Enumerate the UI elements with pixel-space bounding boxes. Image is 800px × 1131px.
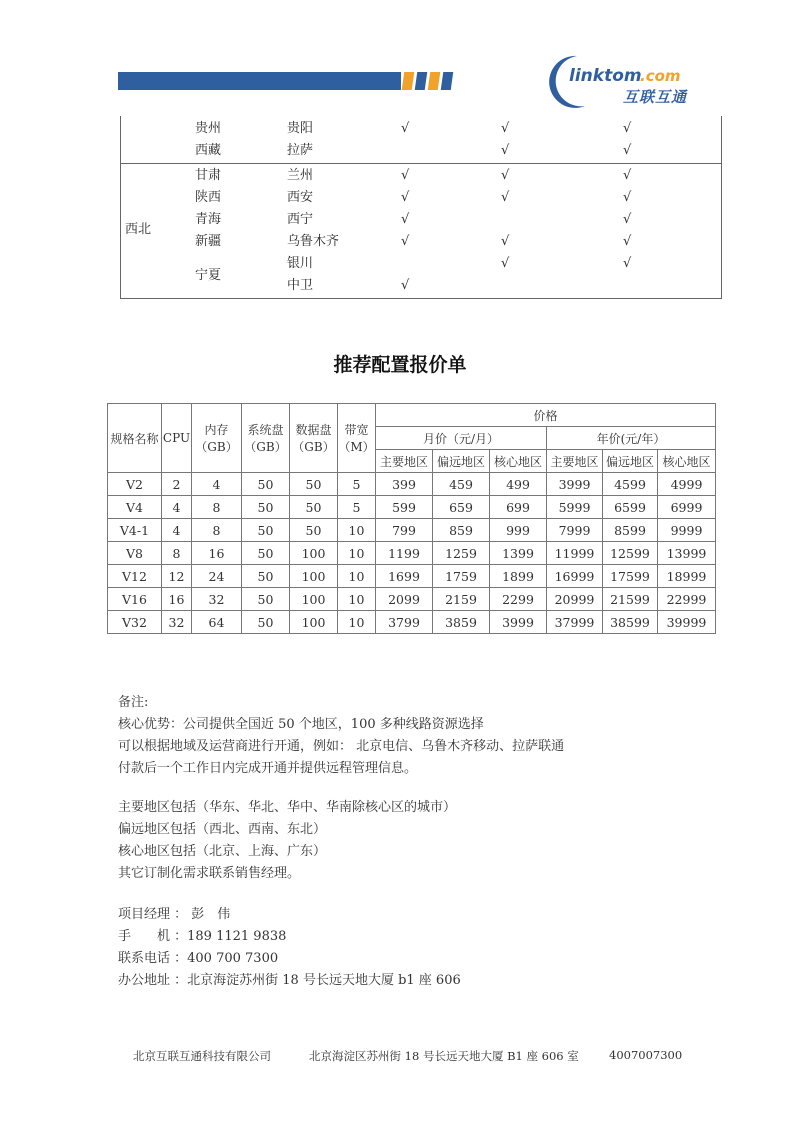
cell-bw: 5 (338, 473, 376, 496)
cell-m-core: 499 (490, 473, 547, 496)
table-row (108, 473, 716, 496)
header-system-disk (242, 404, 290, 473)
notes-line: 可以根据地域及运营商进行开通，例如： 北京电信、乌鲁木齐移动、拉萨联通 (118, 739, 565, 754)
header-yearly-core: 核心地区 (658, 450, 716, 473)
header-cpu: CPU (162, 404, 192, 473)
availability-check: √ (623, 256, 632, 271)
header-monthly-core: 核心地区 (490, 450, 547, 473)
table-row (108, 611, 716, 634)
availability-check: √ (501, 143, 510, 158)
cell-data: 100 (290, 565, 338, 588)
pricing-table (107, 403, 716, 634)
cell-m-remote: 2159 (433, 588, 490, 611)
cell-spec: V16 (108, 588, 162, 611)
availability-check: √ (501, 234, 510, 249)
footer-address: 北京海淀区苏州街 18 号长远天地大厦 B1 座 606 室 (309, 1049, 579, 1063)
availability-check: √ (623, 234, 632, 249)
cell-m-main: 599 (376, 496, 433, 519)
region-province: 新疆 (195, 234, 222, 249)
cell-y-remote: 21599 (603, 588, 658, 611)
table-row (108, 519, 716, 542)
cell-cpu: 32 (162, 611, 192, 634)
cell-y-main: 37999 (547, 611, 603, 634)
header-memory-unit: （GB） (195, 440, 238, 454)
cell-m-main: 3799 (376, 611, 433, 634)
cell-data: 50 (290, 519, 338, 542)
cell-mem: 64 (192, 611, 242, 634)
availability-check: √ (501, 190, 510, 205)
cell-mem: 8 (192, 519, 242, 542)
cell-m-remote: 659 (433, 496, 490, 519)
cell-cpu: 4 (162, 496, 192, 519)
cell-spec: V4 (108, 496, 162, 519)
region-label-northwest: 西北 (125, 222, 152, 237)
contact-manager (118, 904, 461, 926)
contact-manager-name: 彭 伟 (191, 907, 231, 922)
cell-cpu: 8 (162, 542, 192, 565)
cell-y-core: 4999 (658, 473, 716, 496)
region-city: 西安 (287, 190, 314, 205)
region-city: 乌鲁木齐 (287, 234, 340, 249)
logo-chinese: 互联互通 (623, 88, 688, 106)
availability-check: √ (401, 190, 410, 205)
cell-sys: 50 (242, 473, 290, 496)
availability-check: √ (501, 121, 510, 136)
header-yearly: 年价(元/年） (547, 427, 716, 450)
region-notes-block (118, 797, 456, 885)
contact-manager-label: 项目经理 ： (118, 907, 188, 922)
cell-data: 50 (290, 496, 338, 519)
footer-phone: 4007007300 (609, 1048, 683, 1062)
cell-spec: V2 (108, 473, 162, 496)
availability-check: √ (401, 234, 410, 249)
notes-line: 偏远地区包括（西北、西南、东北） (118, 822, 327, 837)
region-province: 贵州 (195, 121, 222, 136)
cell-cpu: 16 (162, 588, 192, 611)
cell-y-main: 3999 (547, 473, 603, 496)
cell-m-remote: 1259 (433, 542, 490, 565)
cell-bw: 10 (338, 542, 376, 565)
cell-data: 100 (290, 588, 338, 611)
availability-check: √ (623, 212, 632, 227)
cell-spec: V32 (108, 611, 162, 634)
cell-y-main: 20999 (547, 588, 603, 611)
header-block-orange (428, 72, 441, 90)
cell-y-core: 9999 (658, 519, 716, 542)
cell-m-core: 1399 (490, 542, 547, 565)
header-bandwidth-unit: （M） (338, 440, 375, 454)
header-spec: 规格名称 (108, 404, 162, 473)
contact-phone (118, 948, 461, 970)
notes-line: 核心地区包括（北京、上海、广东） (118, 844, 327, 859)
cell-m-remote: 859 (433, 519, 490, 542)
region-city: 拉萨 (287, 143, 314, 158)
availability-check: √ (401, 212, 410, 227)
header-stripe-main (118, 72, 401, 90)
cell-mem: 8 (192, 496, 242, 519)
cell-cpu: 12 (162, 565, 192, 588)
cell-y-remote: 12599 (603, 542, 658, 565)
region-city: 西宁 (287, 212, 314, 227)
cell-data: 50 (290, 473, 338, 496)
availability-check: √ (401, 278, 410, 293)
availability-check: √ (501, 168, 510, 183)
cell-m-main: 1699 (376, 565, 433, 588)
cell-y-core: 22999 (658, 588, 716, 611)
cell-y-main: 11999 (547, 542, 603, 565)
region-province: 陕西 (195, 190, 222, 205)
contact-address-label: 办公地址 ： (118, 973, 188, 988)
region-table (120, 116, 722, 299)
cell-y-main: 7999 (547, 519, 603, 542)
cell-m-core: 2299 (490, 588, 547, 611)
availability-check: √ (623, 143, 632, 158)
cell-mem: 24 (192, 565, 242, 588)
cell-y-remote: 4599 (603, 473, 658, 496)
cell-y-remote: 17599 (603, 565, 658, 588)
notes-line: 主要地区包括（华东、华北、华中、华南除核心区的城市） (118, 800, 457, 815)
footer-company: 北京互联互通科技有限公司 (133, 1049, 271, 1063)
cell-sys: 50 (242, 496, 290, 519)
cell-bw: 10 (338, 565, 376, 588)
header-memory-label: 内存 (204, 423, 229, 437)
cell-y-core: 6999 (658, 496, 716, 519)
cell-spec: V8 (108, 542, 162, 565)
contact-address (118, 970, 461, 992)
cell-y-main: 16999 (547, 565, 603, 588)
header-system-disk-label: 系统盘 (247, 423, 284, 437)
cell-y-core: 39999 (658, 611, 716, 634)
contact-phone-value: 400 700 7300 (187, 951, 279, 966)
table-row (108, 565, 716, 588)
availability-check: √ (401, 121, 410, 136)
header-bandwidth (338, 404, 376, 473)
table-row (108, 496, 716, 519)
cell-sys: 50 (242, 611, 290, 634)
region-province: 青海 (195, 212, 222, 227)
cell-cpu: 2 (162, 473, 192, 496)
header-data-disk (290, 404, 338, 473)
cell-cpu: 4 (162, 519, 192, 542)
header-bandwidth-label: 带宽 (344, 423, 369, 437)
region-province: 西藏 (195, 143, 222, 158)
cell-m-core: 699 (490, 496, 547, 519)
region-city: 贵阳 (287, 121, 314, 136)
cell-y-main: 5999 (547, 496, 603, 519)
cell-m-main: 1199 (376, 542, 433, 565)
cell-bw: 10 (338, 611, 376, 634)
notes-line: 核心优势：公司提供全国近 50 个地区，100 多种线路资源选择 (118, 717, 484, 732)
header-yearly-remote: 偏远地区 (603, 450, 658, 473)
cell-m-main: 399 (376, 473, 433, 496)
cell-spec: V12 (108, 565, 162, 588)
cell-m-remote: 459 (433, 473, 490, 496)
header-yearly-main: 主要地区 (547, 450, 603, 473)
table-row (108, 588, 716, 611)
header-block-blue (415, 72, 428, 90)
page-title: 推荐配置报价单 (333, 354, 467, 376)
cell-data: 100 (290, 611, 338, 634)
cell-mem: 16 (192, 542, 242, 565)
cell-y-remote: 8599 (603, 519, 658, 542)
header-monthly: 月价（元/月） (376, 427, 547, 450)
header-block-orange (402, 72, 415, 90)
cell-m-core: 1899 (490, 565, 547, 588)
availability-check: √ (623, 121, 632, 136)
cell-m-main: 2099 (376, 588, 433, 611)
notes-block (118, 692, 564, 780)
availability-check: √ (623, 168, 632, 183)
availability-check: √ (401, 168, 410, 183)
cell-y-core: 13999 (658, 542, 716, 565)
cell-m-remote: 3859 (433, 611, 490, 634)
contact-mobile (118, 926, 461, 948)
cell-mem: 32 (192, 588, 242, 611)
cell-y-core: 18999 (658, 565, 716, 588)
contact-phone-label: 联系电话 ： (118, 951, 188, 966)
availability-check: √ (623, 190, 632, 205)
header-monthly-main: 主要地区 (376, 450, 433, 473)
contact-mobile-label: 手 机 ： (118, 929, 188, 944)
cell-sys: 50 (242, 565, 290, 588)
cell-y-remote: 38599 (603, 611, 658, 634)
cell-sys: 50 (242, 519, 290, 542)
table-row (108, 542, 716, 565)
province-label-ningxia: 宁夏 (195, 268, 222, 283)
notes-line: 其它订制化需求联系销售经理。 (118, 866, 301, 881)
cell-y-remote: 6599 (603, 496, 658, 519)
notes-line: 付款后一个工作日内完成开通并提供远程管理信息。 (118, 761, 418, 776)
cell-bw: 10 (338, 519, 376, 542)
company-logo (545, 52, 715, 112)
cell-sys: 50 (242, 588, 290, 611)
contact-address-value: 北京海淀苏州街 18 号长远天地大厦 b1 座 606 (187, 973, 461, 988)
logo-text: linktom (569, 66, 642, 86)
region-city: 兰州 (287, 168, 314, 183)
cell-mem: 4 (192, 473, 242, 496)
region-province: 甘肃 (195, 168, 222, 183)
header-monthly-remote: 偏远地区 (433, 450, 490, 473)
cell-m-remote: 1759 (433, 565, 490, 588)
header-system-disk-unit: （GB） (244, 440, 287, 454)
cell-spec: V4-1 (108, 519, 162, 542)
cell-bw: 5 (338, 496, 376, 519)
contact-block (118, 904, 461, 992)
cell-bw: 10 (338, 588, 376, 611)
header-data-disk-label: 数据盘 (295, 423, 332, 437)
region-city: 银川 (287, 256, 314, 271)
header-data-disk-unit: （GB） (292, 440, 335, 454)
cell-sys: 50 (242, 542, 290, 565)
cell-m-main: 799 (376, 519, 433, 542)
cell-m-core: 999 (490, 519, 547, 542)
header-block-blue (441, 72, 454, 90)
row-divider (121, 163, 721, 164)
availability-check: √ (501, 256, 510, 271)
contact-mobile-value: 189 1121 9838 (187, 929, 287, 944)
cell-data: 100 (290, 542, 338, 565)
header-price: 价格 (376, 404, 716, 427)
region-city: 中卫 (287, 278, 314, 293)
logo-domain: .com (640, 67, 681, 85)
header-memory (192, 404, 242, 473)
notes-label: 备注: (118, 695, 149, 710)
cell-m-core: 3999 (490, 611, 547, 634)
